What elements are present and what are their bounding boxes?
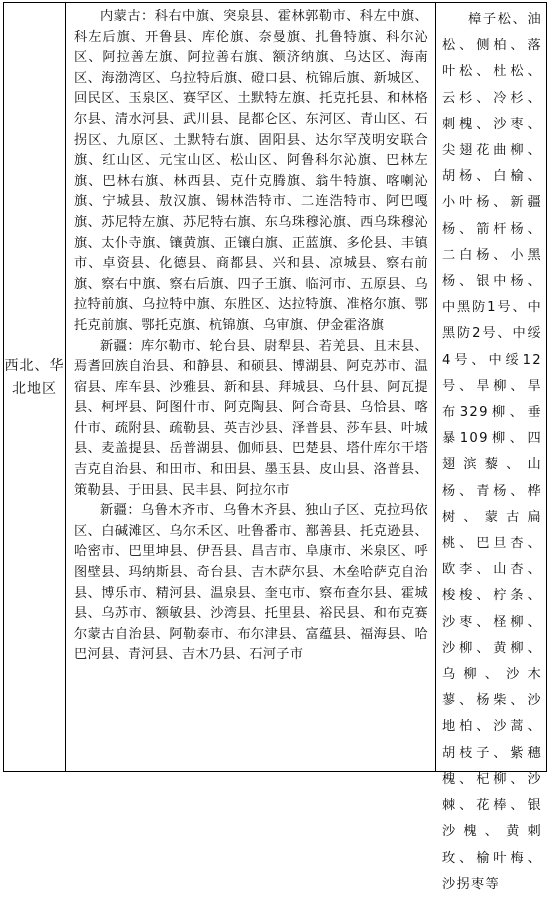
species-cell: 樟子松、油松、侧柏、落叶松、杜松、云杉、冷杉、刺槐、沙枣、尖翅花曲柳、胡杨、白榆、小叶杨、新疆杨、箭杆杨、二白杨、小黑杨、银中杨、中黑防1号、中黑防2号、中绥4号、中绥12号、旱柳、旱布329柳、垂暴109柳、四翅滨藜、山杨、青杨、桦树、蒙古扁桃、巴旦杏、欧李、山杏、梭梭、柠条、沙枣、柽柳、沙柳、黄柳、乌柳、沙木蓼、杨柴、沙地柏、沙蒿、胡枝子、紫穗槐、杞柳、沙棘、花棒、银沙槐、黄刺玫、榆叶梅、沙拐枣等	[442, 12, 542, 892]
column-divider-1	[65, 3, 66, 771]
table-frame	[3, 2, 547, 892]
region-cell: 西北、华北地区	[4, 358, 65, 397]
areas-paragraph-inner-mongolia: 内蒙古：科右中旗、突泉县、霍林郭勒市、科左中旗、科左后旗、开鲁县、库伦旗、奈曼旗、扎鲁特旗、科尔沁区、阿拉善左旗、阿拉善右旗、额济纳旗、乌达区、海南区、海渤湾区、乌拉特后旗、磴口县、杭锦后旗、新城区、回民区、玉泉区、赛罕区、土默特左旗、托克托县、和林格尔县、清水河县、武川县、昆都仑区、东河区、青山区、石拐区、九原区、土默特右旗、固阳县、达尔罕茂明安联合旗、红山区、元宝山区、松山区、阿鲁科尔沁旗、巴林左旗、巴林右旗、林西县、克什克腾旗、翁牛特旗、喀喇沁旗、宁城县、敖汉旗、锡林浩特市、二连浩特市、阿巴嘎旗、苏尼特左旗、苏尼特右旗、东乌珠穆沁旗、西乌珠穆沁旗、太仆寺旗、镶黄旗、正镶白旗、正蓝旗、多伦县、丰镇市、卓资县、化德县、商都县、兴和县、凉城县、察右前旗、察右中旗、察右后旗、四子王旗、临河市、五原县、乌拉特前旗、乌拉特中旗、东胜区、达拉特旗、准格尔旗、鄂托克前旗、鄂托克旗、杭锦旗、乌审旗、伊金霍洛旗	[74, 9, 428, 333]
areas-cell	[74, 7, 428, 666]
areas-paragraph-xinjiang-north: 新疆：乌鲁木齐市、乌鲁木齐县、独山子区、克拉玛依区、白碱滩区、乌尔禾区、吐鲁番市、鄯善县、托克逊县、哈密市、巴里坤县、伊吾县、昌吉市、阜康市、米泉区、呼图壁县、玛纳斯县、奇台县、吉木萨尔县、木垒哈萨克自治县、博乐市、精河县、温泉县、奎屯市、察布查尔县、霍城县、乌苏市、额敏县、沙湾县、托里县、裕民县、和布克赛尔蒙古自治县、阿勒泰市、布尔津县、富蕴县、福海县、哈巴河县、青河县、吉木乃县、石河子市	[74, 503, 428, 663]
column-divider-2	[435, 3, 436, 771]
areas-paragraph-xinjiang-south: 新疆：库尔勒市、轮台县、尉犁县、若羌县、且末县、焉耆回族自治县、和静县、和硕县、博湖县、阿克苏市、温宿县、库车县、沙雅县、新和县、拜城县、乌什县、阿瓦提县、柯坪县、阿图什市、阿克陶县、阿合奇县、乌恰县、喀什市、疏附县、疏勒县、英吉沙县、泽普县、莎车县、叶城县、麦盖提县、岳普湖县、伽师县、巴楚县、塔什库尔干塔吉克自治县、和田市、和田县、墨玉县、皮山县、洛普县、策勒县、于田县、民丰县、阿拉尔市	[74, 338, 428, 498]
